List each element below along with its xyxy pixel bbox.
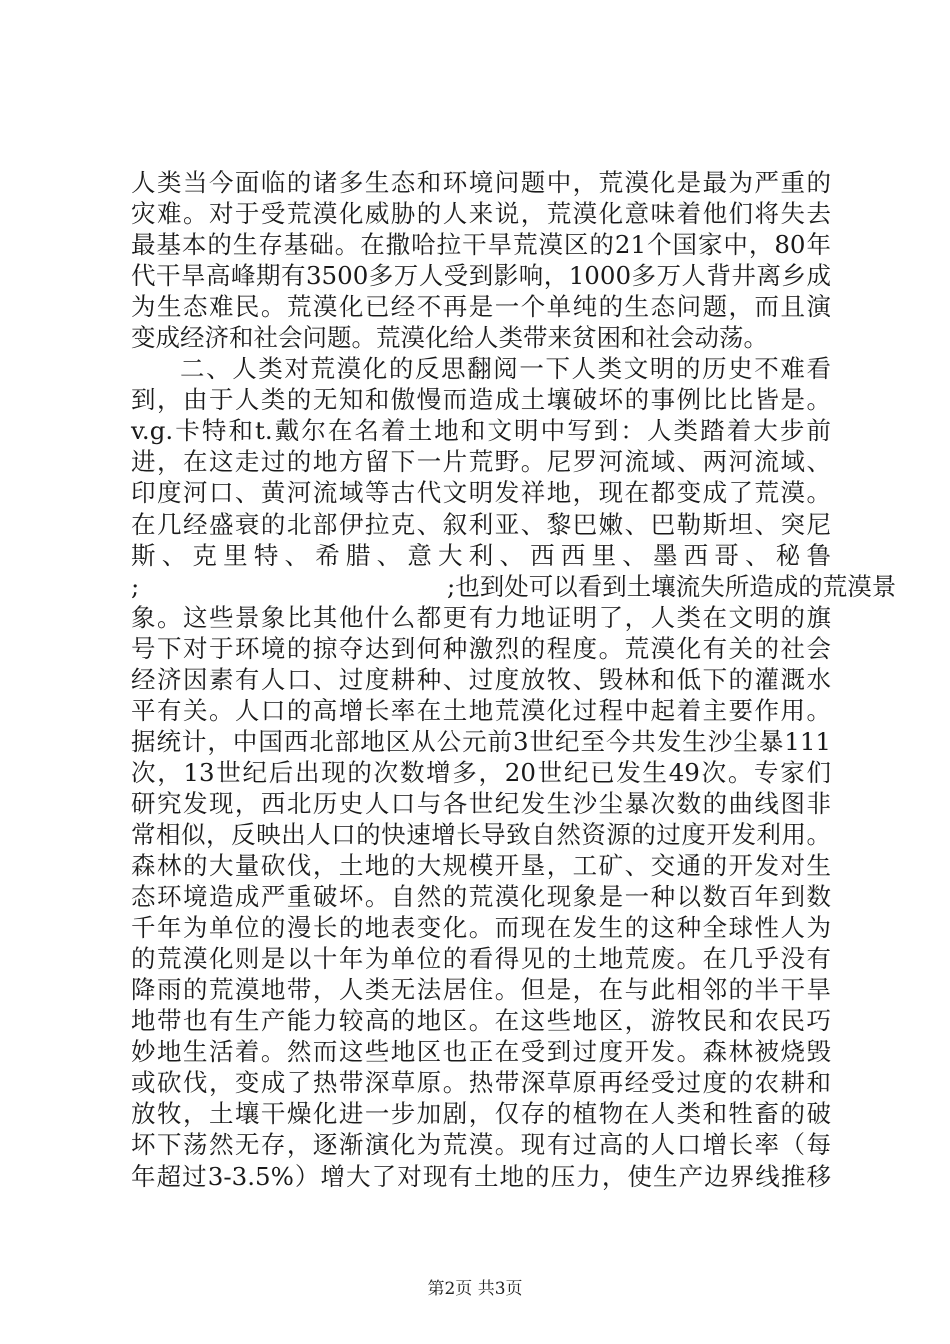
page-number-footer: 第2页 共3页 — [427, 1279, 523, 1299]
text-line: 象。这些景象比其他什么都更有力地证明了，人类在文明的旗 — [131, 602, 831, 632]
text-line: 森林的大量砍伐，土地的大规模开垦，工矿、交通的开发对生 — [131, 851, 831, 881]
text-line: 据统计，中国西北部地区从公元前3世纪至今共发生沙尘暴111 — [131, 726, 831, 756]
text-line: 人类当今面临的诸多生态和环境问题中，荒漠化是最为严重的 — [131, 168, 831, 197]
text-line: 次，13世纪后出现的次数增多，20世纪已发生49次。专家们 — [131, 757, 831, 787]
text-line: 到，由于人类的无知和傲慢而造成土壤破坏的事例比比皆是。 — [131, 385, 831, 415]
text-line: 为生态难民。荒漠化已经不再是一个单纯的生态问题，而且演 — [131, 292, 831, 322]
text-line: 灾难。对于受荒漠化威胁的人来说，荒漠化意味着他们将失去 — [131, 199, 831, 229]
text-line: 或砍伐，变成了热带深草原。热带深草原再经受过度的农耕和 — [131, 1068, 831, 1098]
text-line: 降雨的荒漠地带，人类无法居住。但是，在与此相邻的半干旱 — [131, 975, 831, 1005]
text-line: 坏下荡然无存，逐渐演化为荒漠。现有过高的人口增长率（每 — [131, 1130, 831, 1160]
text-line: 变成经济和社会问题。荒漠化给人类带来贫困和社会动荡。 — [131, 323, 768, 353]
text-line: 千年为单位的漫长的地表变化。而现在发生的这种全球性人为 — [131, 913, 831, 943]
text-line: 号下对于环境的掠夺达到何种激烈的程度。荒漠化有关的社会 — [131, 633, 831, 663]
text-line: 平有关。人口的高增长率在土地荒漠化过程中起着主要作用。 — [131, 695, 831, 725]
text-line: 在几经盛衰的北部伊拉克、叙利亚、黎巴嫩、巴勒斯坦、突尼 — [131, 509, 831, 539]
text-line: 代干旱高峰期有3500多万人受到影响，1000多万人背井离乡成 — [131, 261, 831, 291]
body-text — [131, 167, 897, 1192]
text-line: 年超过3-3.5%）增大了对现有土地的压力，使生产边界线推移 — [131, 1161, 831, 1191]
text-line: 研究发现，西北历史人口与各世纪发生沙尘暴次数的曲线图非 — [131, 788, 831, 818]
text-line: 的荒漠化则是以十年为单位的看得见的土地荒废。在几乎没有 — [131, 944, 831, 974]
text-line: 妙地生活着。然而这些地区也正在受到过度开发。森林被烧毁 — [131, 1037, 831, 1067]
text-line: 斯、克里特、希腊、意大利、西西里、墨西哥、秘鲁 — [131, 540, 831, 570]
text-line: 地带也有生产能力较高的地区。在这些地区，游牧民和农民巧 — [131, 1006, 831, 1036]
text-line: 印度河口、黄河流域等古代文明发祥地，现在都变成了荒漠。 — [131, 478, 831, 508]
text-line: 态环境造成严重破坏。自然的荒漠化现象是一种以数百年到数 — [131, 882, 831, 912]
text-line: 进，在这走过的地方留下一片荒野。尼罗河流域、两河流域、 — [131, 447, 831, 477]
text-line: 常相似，反映出人口的快速增长导致自然资源的过度开发利用。 — [131, 819, 831, 849]
text-line: 最基本的生存基础。在撒哈拉干旱荒漠区的21个国家中，80年 — [131, 230, 831, 260]
text-line: v.g.卡特和t.戴尔在名着土地和文明中写到：人类踏着大步前 — [131, 416, 831, 446]
text-line: 经济因素有人口、过度耕种、过度放牧、毁林和低下的灌溉水 — [131, 664, 831, 694]
text-line: 放牧，土壤干燥化进一步加剧，仅存的植物在人类和牲畜的破 — [131, 1099, 831, 1129]
text-line: 二、人类对荒漠化的反思翻阅一下人类文明的历史不难看 — [180, 354, 831, 384]
text-line: ; ;也到处可以看到土壤流失所造成的荒漠景 — [131, 571, 897, 601]
